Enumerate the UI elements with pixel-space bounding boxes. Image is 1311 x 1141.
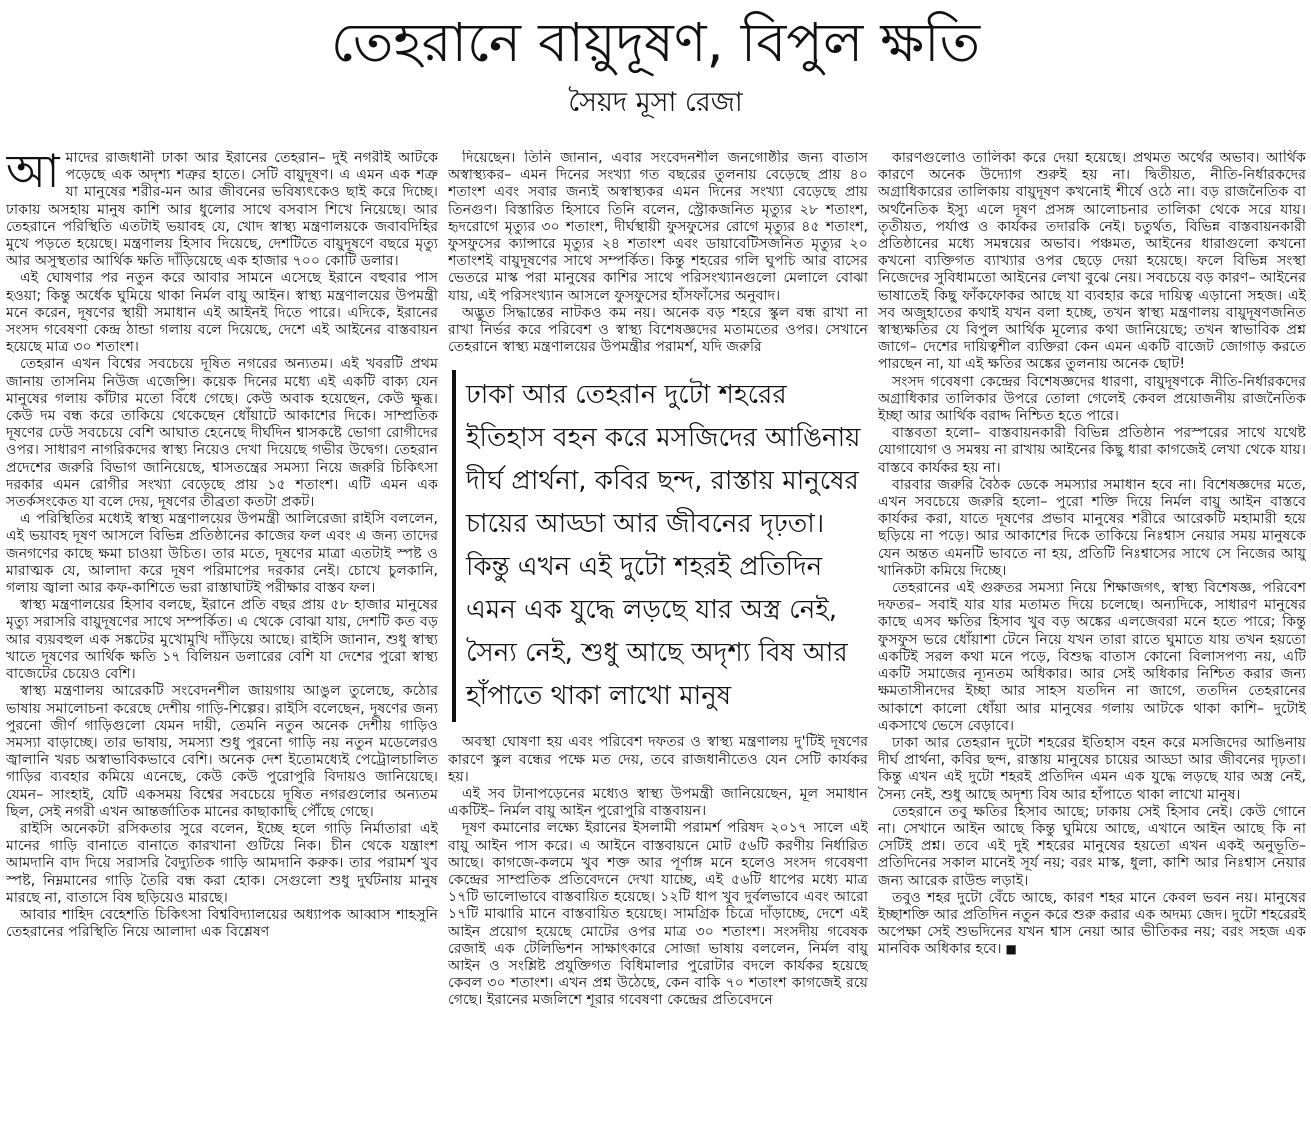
- headline: তেহরানে বায়ুদূষণ, বিপুল ক্ষতি: [330, 11, 981, 74]
- paragraph: বারবার জরুরি বৈঠক ডেকে সমস্যার সমাধান হবে না। বিশেষজ্ঞদের মতে, এখন সবচেয়ে জরুরি হলো– পুরো শক্তি দিয়ে নির্মল বায়ু আইন বাস্তবে কার্যকর করা, যাতে দূষণের প্রভাব মানুষের শরীরে আরেকটি মহামারী হয়ে ছড়িয়ে না পড়ে। আর আকাশের দিকে তাকিয়ে নিঃশ্বাস নেয়ার সময় মানুষকে যেন অন্তত এমনটি ভাবতে না হয়, প্রতিটি নিঃশ্বাসের সাথে সে নিজের আয়ু খানিকটা কমিয়ে দিচ্ছে।: [878, 476, 1306, 579]
- paragraph: রাইসি অনেকটা রসিকতার সুরে বলেন, ইচ্ছে হলে গাড়ি নির্মাতারা এই মানের গাড়ি বানাতে বানাতে কারখানা গুটিয়ে নিক। চীন থেকে যন্ত্রাংশ আমদানি বাদ দিয়ে সরাসরি বৈদ্যুতিক গাড়ি আমদানি করুক। তার পরামর্শ খুব স্পষ্ট, নিম্নমানের গাড়ি তৈরি বন্ধ করা হোক। সেগুলো শুধু দুর্ঘটনায় মানুষ মারছে না, বাতাসে বিষ ছড়িয়েও মারছে।: [6, 820, 438, 906]
- paragraph-text: মাদের রাজধানী ঢাকা আর ইরানের তেহরান– দুই নগরীই আটকে পড়েছে এক অদৃশ্য শত্রুর হাতে। সেটি বায়ুদূষণ। এ এমন এক শত্রু যা মানুষের শরীর-মন আর জীবনের ভবিষ্যৎকেও ছাই করে দিচ্ছে। ঢাকায় অসহায় মানুষ কাশি আর ধুলোর সাথে বসবাস শিখে নিয়েছে। আর তেহরানে পরিস্থিতি এতটাই ভয়াবহ যে, খোদ স্বাস্থ্য মন্ত্রণালয়কে জবাবদিহির মুখে পড়তে হয়েছে। মন্ত্রণালয় হিসাব দিয়েছে, দেশটিতে বায়ুদূষণে বছরে মৃত্যু আর অসুস্থতার আর্থিক ক্ষতি দাঁড়িয়েছে এক হাজার ৭০০ কোটি ডলার।: [6, 150, 438, 270]
- paragraph: স্বাস্থ্য মন্ত্রণালয়ের হিসাব বলছে, ইরানে প্রতি বছর প্রায় ৫৮ হাজার মানুষের মৃত্যু সরাসরি বায়ুদূষণের সাথে সম্পর্কিত। এ থেকে বোঝা যায়, দেশটি কত বড় আর ব্যয়বহুল এক সঙ্কটের মুখোমুখি দাঁড়িয়ে আছে। রাইসি জানান, শুধু স্বাস্থ্য খাতে দূষণের আর্থিক ক্ষতি ১৭ বিলিয়ন ডলারের বেশি যা দেশের পুরো স্বাস্থ্য বাজেটের চেয়েও বেশি।: [6, 597, 438, 683]
- paragraph: দূষণ কমানোর লক্ষ্যে ইরানের ইসলামী পরামর্শ পরিষদ ২০১৭ সালে এই বায়ু আইন পাস করে। এ আইনে বাস্তবায়নে মোট ৫৬টি করণীয় নির্ধারিত আছে। কাগজে-কলমে খুব শক্ত আর পূর্ণাঙ্গ মনে হলেও সংসদ গবেষণা কেন্দ্রের সাম্প্রতিক প্রতিবেদনে দেখা যাচ্ছে, এই ৫৬টি ধাপের মধ্যে মাত্র ১৭টি ভালোভাবে বাস্তবায়িত হয়েছে। ১২টি ধাপ খুব দুর্বলভাবে এবং আরো ১৭টি মাঝারি মানে বাস্তবায়িত হয়েছে। সামগ্রিক চিত্রে দাঁড়াচ্ছে, দেশে এই আইন প্রয়োগ হয়েছে মোটের ওপর মাত্র ৩০ শতাংশ। সংসদীয় গবেষক রেজাই এক টেলিভিশন সাক্ষাৎকারে সোজা ভাষায় বললেন, নির্মল বায়ু আইন ও সংশ্লিষ্ট প্রযুক্তিগত বিধিমালার পুরোটার বদলে কার্যকর হয়েছে কেবল ৩০ শতাংশ। এখন প্রশ্ন উঠেছে, কেন বাকি ৭০ শতাংশ কাগজেই রয়ে গেছে। ইরানের মজলিশে শূরার গবেষণা কেন্দ্রের প্রতিবেদনে: [448, 820, 868, 1009]
- paragraph: বাস্তবতা হলো– বাস্তবায়নকারী বিভিন্ন প্রতিষ্ঠান পরস্পরের সাথে যথেষ্ট যোগাযোগ ও সমন্বয় না রাখায় আইনের কিছু ধারা কাগজেই লেখা থেকে যায়। বাস্তবে কার্যকর হয় না।: [878, 425, 1306, 476]
- paragraph: এই ঘোষণার পর নতুন করে আবার সামনে এসেছে ইরানে বহুবার পাস হওয়া; কিন্তু অর্ধেক ঘুমিয়ে থাকা নির্মল বায়ু আইন। স্বাস্থ্য মন্ত্রণালয়ের উপমন্ত্রী মনে করেন, দূষণের স্থায়ী সমাধান এই আইনই দিতে পারে। এদিকে, ইরানের সংসদ গবেষণা কেন্দ্র ঠান্ডা গলায় বলে দিয়েছে, দেশে এই আইনের বাস্তবায়ন হয়েছে মাত্র ৩০ শতাংশ।: [6, 270, 438, 356]
- article-column-3: [878, 150, 1306, 1135]
- paragraph: দিয়েছেন। তিনি জানান, এবার সংবেদনশীল জনগোষ্ঠীর জন্য বাতাস অস্বাস্থ্যকর– এমন দিনের সংখ্যা গত বছরের তুলনায় বেড়েছে প্রায় ৪০ শতাংশ এবং সবার জন্যই অস্বাস্থ্যকর এমন দিনের সংখ্যা বেড়েছে প্রায় তিনগুণ। বিস্তারিত হিসাবে তিনি বলেন, স্ট্রোকজনিত মৃত্যুর ২৮ শতাংশ, হৃদরোগে মৃত্যুর ৩০ শতাংশ, দীর্ঘস্থায়ী ফুসফুসের রোগে মৃত্যুর ৪৫ শতাংশ, ফুসফুসের ক্যান্সারে মৃত্যুর ২৪ শতাংশ এবং ডায়াবেটিসজনিত মৃত্যুর ২০ শতাংশই বায়ুদূষণের সাথে সম্পর্কিত। কিন্তু শহরের গলি ঘুপচি আর বাসের ভেতরে মাস্ক পরা মানুষের কাশির সাথে পরিসংখ্যানগুলো মেলালে বোঝা যায়, এই পরিসংখ্যান আসলে ফুসফুসের হাঁসফাঁসের অনুবাদ।: [448, 150, 868, 304]
- pull-quote-text: ঢাকা আর তেহরান দুটো শহরের ইতিহাস বহন করে মসজিদের আঙিনায় দীর্ঘ প্রার্থনা, কবির ছন্দ, রাস্তায় মানুষের চায়ের আড্ডা আর জীবনের দৃঢ়তা। কিন্তু এখন এই দুটো শহরই প্রতিদিন এমন এক যুদ্ধে লড়ছে যার অস্ত্র নেই, সৈন্য নেই, শুধু আছে অদৃশ্য বিষ আর হাঁপাতে থাকা লাখো মানুষ: [466, 380, 861, 712]
- paragraph: [6, 150, 438, 270]
- paragraph: তেহরানের এই গুরুতর সমস্যা নিয়ে শিক্ষাজগৎ, স্বাস্থ্য বিশেষজ্ঞ, পরিবেশ দফতর– সবাই যার যার মতামত দিয়ে চলেছে। অন্যদিকে, সাধারণ মানুষের কাছে এসব ক্ষতির হিসাব খুব বড় অঙ্কের এলজেবরা মনে হতে পারে; কিন্তু ফুসফুস ভরে ধোঁয়াশা টেনে নিয়ে যখন তারা রাতে ঘুমাতে যায় তখন হয়তো একটিই সরল কথা মনে পড়ে, বিশুদ্ধ বাতাস কোনো বিলাসপণ্য নয়, এটি একটি সমাজের ন্যূনতম অধিকার। আর সেই অধিকার নিশ্চিত করার জন্য ক্ষমতাসীনদের ইচ্ছা আর সাহস যতদিন না জাগে, ততদিন তেহরানের আকাশে কালো ধোঁয়া আর মানুষের গলায় আটকে থাকা কাশি– দুটোই একসাথে ভেসে বেড়াবে।: [878, 580, 1306, 734]
- paragraph: তেহরানে তবু ক্ষতির হিসাব আছে; ঢাকায় সেই হিসাব নেই। কেউ গোনে না। সেখানে আইন আছে কিন্তু ঘুমিয়ে আছে, এখানে আইন আছে কি না সেটিই প্রশ্ন। তবে এই দুই শহরের মানুষের হয়তো এখন একই অনুভূতি– প্রতিদিনের সকাল মানেই সূর্য নয়; বরং মাস্ক, ধুলা, কাশি আর নিঃশ্বাস নেয়ার জন্য আরেক রাউন্ড লড়াই।: [878, 803, 1306, 889]
- end-mark-icon: ■: [1001, 942, 1017, 957]
- drop-cap: আ: [6, 150, 60, 198]
- paragraph: অদ্ভুত সিদ্ধান্তের নাটকও কম নয়। অনেক বড় শহরে স্কুল বন্ধ রাখা না রাখা নির্ভর করে পরিবেশ ও স্বাস্থ্য বিশেষজ্ঞদের মতামতের ওপর। সেখানে তেহরানে স্বাস্থ্য মন্ত্রণালয়ের উপমন্ত্রীর পরামর্শ, যদি জরুরি: [448, 304, 868, 356]
- paragraph: এ পরিস্থিতির মধ্যেই স্বাস্থ্য মন্ত্রণালয়ের উপমন্ত্রী আলিরেজা রাইসি বললেন, এই ভয়াবহ দূষণ আসলে বিভিন্ন প্রতিষ্ঠানের কাজের ফল এবং এ জন্য তাদের জনগণের কাছে ক্ষমা চাওয়া উচিত। তার মতে, দূষণের মাত্রা এতটাই স্পষ্ট ও মারাত্মক যে, আলাদা করে দূষণ পরিমাপের দরকার নেই। চোখে চুলকানি, গলায় জ্বালা আর কফ-কাশিতে ভরা রাস্তাঘাটই পরীক্ষার বাস্তব ফল।: [6, 511, 438, 597]
- paragraph: ঢাকা আর তেহরান দুটো শহরের ইতিহাস বহন করে মসজিদের আঙিনায় দীর্ঘ প্রার্থনা, কবির ছন্দ, রাস্তায় মানুষের চায়ের আড্ডা আর জীবনের দৃঢ়তা। কিন্তু এখন এই দুটো শহরই প্রতিদিন এমন এক যুদ্ধে লড়ছে যার অস্ত্র নেই, সৈন্য নেই, শুধু আছে অদৃশ্য বিষ আর হাঁপাতে থাকা লাখো মানুষ।: [878, 734, 1306, 803]
- article-column-1: [6, 150, 438, 1135]
- paragraph: কারণগুলোও তালিকা করে দেয়া হয়েছে। প্রথমত অর্থের অভাব। আর্থিক কারণে অনেক উদ্যোগ শুরুই হয় না। দ্বিতীয়ত, নীতি-নির্ধারকদের অগ্রাধিকারের তালিকায় বায়ুদূষণ কখনোই শীর্ষে ওঠে না। বড় রাজনৈতিক বা অর্থনৈতিক ইস্যু এলে দূষণ প্রসঙ্গ আলোচনার তালিকা থেকে সরে যায়। তৃতীয়ত, পর্যাপ্ত ও কার্যকর তদারকি নেই। চতুর্থত, বিভিন্ন বাস্তবায়নকারী প্রতিষ্ঠানের মধ্যে সমন্বয়ের অভাব। পঞ্চমত, আইনের ধারাগুলো কখনো কখনো ব্যক্তিগত ব্যাখ্যার ওপর ছেড়ে দেয়া হয়েছে। ফলে বিভিন্ন সংস্থা নিজেদের সুবিধামতো আইনের লেখা বুঝে নেয়। সবচেয়ে বড় কারণ– আইনের ভাষাতেই কিছু ফাঁকফোকর আছে যা ব্যবহার করে দায়িত্ব এড়ানো সহজ। এই সব অজুহাতের কথাই যখন বলা হচ্ছে, তখন স্বাস্থ্য মন্ত্রণালয় বায়ুদূষণজনিত স্বাস্থ্যক্ষতির যে বিপুল আর্থিক মূল্যের কথা জানিয়েছে; তখন স্বাভাবিক প্রশ্ন জাগে– দেশের দায়িত্বশীল ব্যক্তিরা কেন এমন একটি বাজেট জোগাড় করতে পারছেন না, যা এই ক্ষতির অঙ্কের তুলনায় অনেক ছোট!: [878, 150, 1306, 373]
- paragraph: তবুও শহর দুটো বেঁচে আছে, কারণ শহর মানে কেবল ভবন নয়। মানুষের ইচ্ছাশক্তি আর প্রতিদিন নতুন করে শুরু করার এক অদম্য জেদ। দুটো শহরেরই অপেক্ষা সেই শুভদিনের যখন শ্বাস নেয়া আর ভীতিকর নয়; বরং সহজ এক মানবিক অধিকার হবে। ■: [878, 889, 1306, 958]
- paragraph: এই সব টানাপড়েনের মধ্যেও স্বাস্থ্য উপমন্ত্রী জানিয়েছেন, মূল সমাধান একটিই– নির্মল বায়ু আইন পুরোপুরি বাস্তবায়ন।: [448, 786, 868, 820]
- paragraph: সংসদ গবেষণা কেন্দ্রের বিশেষজ্ঞদের ধারণা, বায়ুদূষণকে নীতি-নির্ধারকদের অগ্রাধিকার তালিকার উপরে তোলা গেলেই কেবল প্রয়োজনীয় রাজনৈতিক ইচ্ছা আর আর্থিক বরাদ্দ নিশ্চিত হতে পারে।: [878, 373, 1306, 425]
- paragraph: তেহরান এখন বিশ্বের সবচেয়ে দূষিত নগরের অন্যতম। এই খবরটি প্রথম জানায় তাসনিম নিউজ এজেন্সি। কয়েক দিনের মধ্যে এই একটি বাক্য যেন মানুষের গলায় কাঁটার মতো বিঁধে গেছে। কেউ অবাক হয়েছেন, কেউ ক্ষুব্ধ। কেউ দম বন্ধ করে তাকিয়ে থেকেছেন ধোঁয়াটে আকাশের দিকে। সাম্প্রতিক দূষণের ঢেউ সবচেয়ে বেশি আঘাত হেনেছে দীর্ঘদিন শ্বাসকষ্টে ভোগা রোগীদের ওপর। সাধারণ নাগরিকদের স্বাস্থ্য নিয়েও দেখা দিয়েছে গভীর উদ্বেগ। তেহরান প্রদেশের জরুরি বিভাগ জানিয়েছে, শ্বাসতন্ত্রের সমস্যা নিয়ে জরুরি চিকিৎসা দরকার এমন রোগীর সংখ্যা বেড়েছে প্রায় ১৫ শতাংশ। এটি এমন এক সতর্কসংকেত যা বলে দেয়, দূষণের তীব্রতা কতটা প্রকট।: [6, 356, 438, 511]
- paragraph: অবস্থা ঘোষণা হয় এবং পরিবেশ দফতর ও স্বাস্থ্য মন্ত্রণালয় দু'টিই দূষণের কারণে স্কুল বন্ধের পক্ষে মত দেয়, তবে রাজধানীতেও যেন সেটি কার্যকর হয়।: [448, 734, 868, 785]
- paragraph: স্বাস্থ্য মন্ত্রণালয় আরেকটি সংবেদনশীল জায়গায় আঙুল তুলেছে, কঠোর ভাষায় সমালোচনা করেছে দেশীয় গাড়ি-শিল্পের। রাইসি বলেছেন, দূষণের জন্য পুরনো জীর্ণ গাড়িগুলো যেমন দায়ী, তেমনি নতুন অনেক দেশীয় গাড়িও সমস্যা বাড়াচ্ছে। তার ভাষায়, সমস্যা শুধু পুরনো গাড়ি নয় নতুন মডেলেরও জ্বালানি খরচ অস্বাভাবিকভাবে বেশি। অনেক দেশ ইতোমধ্যেই পেট্রোলচালিত গাড়ির ব্যবহার কমিয়ে এনেছে, কেউ কেউ পুরোপুরি বিদায়ও জানিয়েছে। যেমন– সাংহাই, যেটি একসময় বিশ্বের সবচেয়ে দূষিত নগরগুলোর অন্যতম ছিল, সেই নগরী এখন আন্তর্জাতিক মানের কাছাকাছি পৌঁছে গেছে।: [6, 683, 438, 820]
- byline: সৈয়দ মূসা রেজা: [568, 87, 743, 118]
- pull-quote: [452, 370, 868, 722]
- article-column-2: [448, 150, 868, 1135]
- paragraph: আবার শাহিদ বেহেশতি চিকিৎসা বিশ্ববিদ্যালয়ের অধ্যাপক আব্বাস শাহসুনি তেহরানের পরিস্থিতি নিয়ে আলাদা এক বিশ্লেষণ: [6, 906, 438, 941]
